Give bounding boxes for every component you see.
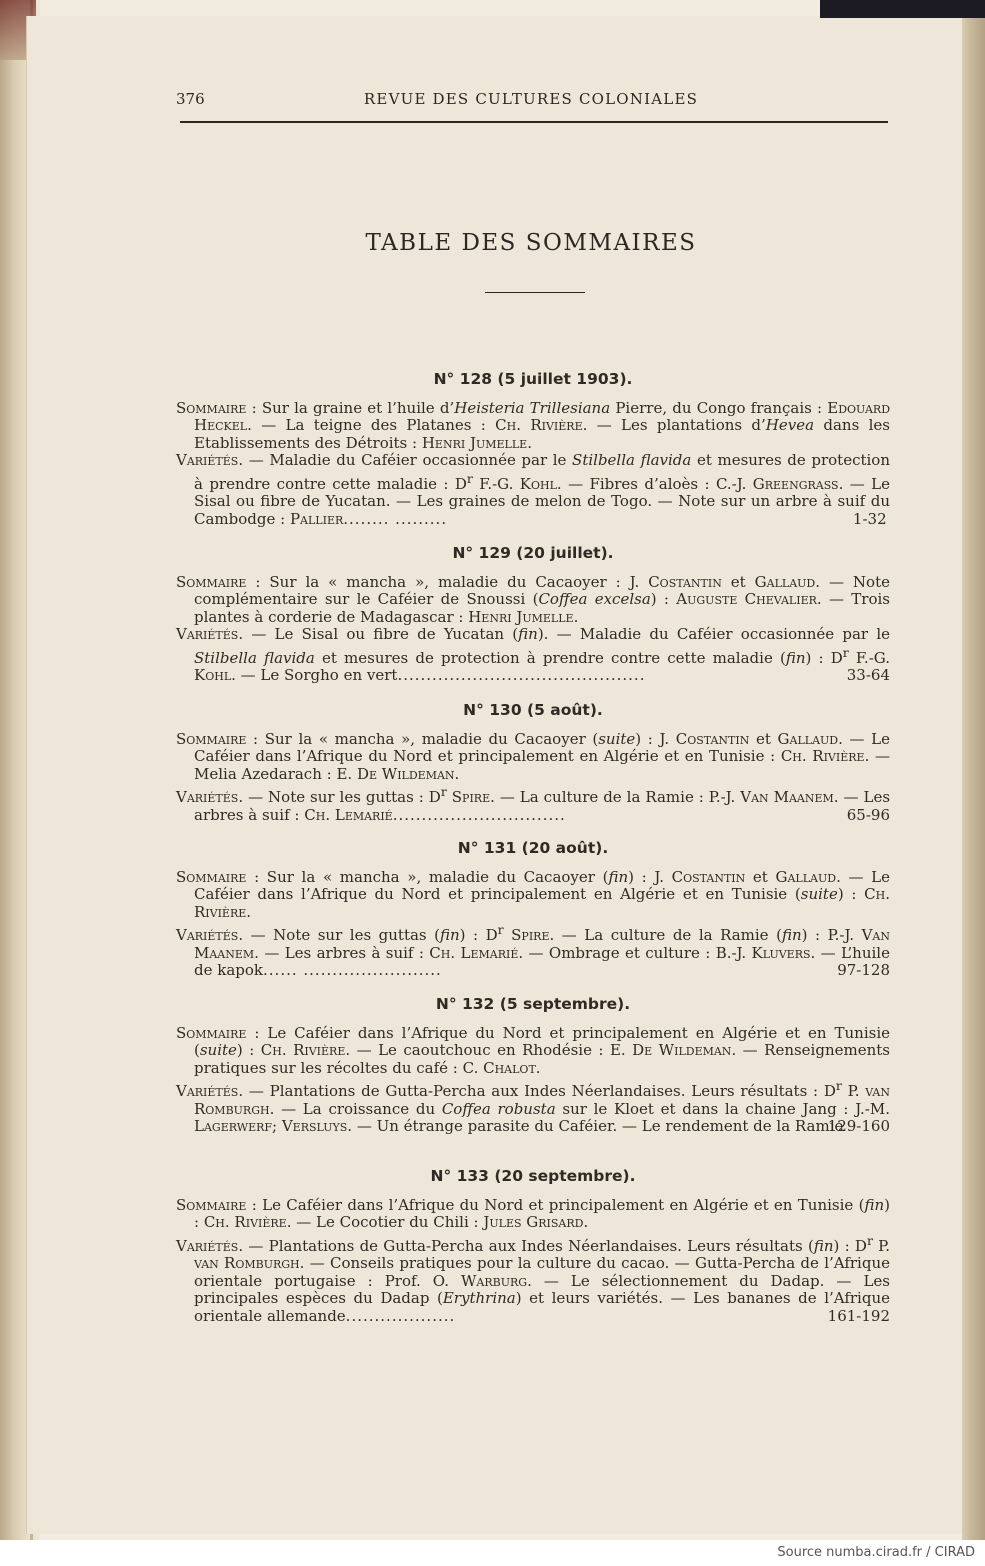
text-part: fin (785, 648, 806, 667)
author-name: Ch. Rivière (260, 1041, 346, 1059)
issue-heading: N° 130 (5 août). (463, 701, 603, 719)
text-part: . — Ombrage et culture : (518, 943, 716, 962)
varietes-entry: Variétés. — Plantations de Gutta-Percha aux Indes Néerlandaises. Leurs résultats (fin) : $D^r$ P. van Romburgh. — Conseils pratiques pour la culture du cacao. — Gutta-Percha de l’Afrique orientale portugaise : Prof. O. Warburg. — Le sélectionnement du Dadap. — Les principales espèces du Dadap (Erythrina) et leurs variétés. — Les bananes de l’Afrique orientale allemande................... 161-192 (176, 1232, 891, 1325)
page-number: 376 (176, 90, 205, 108)
text-part: . (527, 433, 532, 452)
text-part: . — Trois plantes à corderie de Madagascar : (194, 590, 890, 626)
text-part: fin (813, 1236, 834, 1255)
text-part: — Note sur les guttas : D (248, 788, 441, 806)
varietes-label: Variétés (176, 1082, 239, 1100)
author-name: B.-J. Kluvers (715, 943, 811, 962)
varietes-entry: Variétés. — Maladie du Caféier occasionnée par le Stilbella flavida et mesures de protection à prendre contre cette maladie : $D^r$ F.-G. Kohl. — Fibres d’aloès : C.-J. Greengrass. — Le Sisal ou fibre de Yucatan. — Les graines de melon de Togo. — Note sur un arbre à suif du Cambodge : Pallier........ ......... 1-32 (176, 451, 890, 528)
issue-heading: N° 133 (20 septembre). (430, 1167, 636, 1185)
text-part: . — Le sélectionnement du Dadap. — Les principales espèces du Dadap ( (194, 1271, 890, 1307)
author-name: Jules Grisard (483, 1213, 584, 1231)
text-part: . (573, 607, 579, 626)
author-name: Henri Jumelle (468, 607, 574, 626)
text-part: fin (440, 926, 460, 944)
sommaire-entry: Sommaire : Sur la « mancha », maladie du Cacaoyer (fin) : J. Costantin et Gallaud. — Le Caféier dans l’Afrique du Nord et principalement en Algérie et en Tunisie (suite) : Ch. Rivière. (176, 867, 891, 921)
sommaire-entry: Sommaire : Le Caféier dans l’Afrique du Nord et principalement en Algérie et en Tunisie (suite) : Ch. Rivière. — Le caoutchouc en Rhodésie : E. De Wildeman. — Renseignements pratiques sur les récoltes du café : C. Chalot. (176, 1023, 890, 1077)
author-name: Spire (503, 926, 550, 944)
text-part: Sur la graine et l’huile d’ (261, 398, 455, 417)
text-part: . (535, 1058, 541, 1077)
author-name: Ch. Rivière (495, 416, 583, 434)
text-part: dans les Etablissements des Détroits : (194, 416, 890, 452)
text-part: . — Le Caféier dans l’Afrique du Nord et principalement en Algérie et en Tunisie ( (194, 867, 890, 903)
text-part: Hevea (765, 416, 815, 434)
text-part: . (454, 764, 460, 783)
author-name: Ch. Rivière (194, 885, 891, 921)
text-part: suite (598, 729, 636, 748)
text-part: ) : (650, 590, 677, 608)
author-name: Gallaud (754, 572, 816, 591)
superscript: r (842, 644, 849, 660)
issue-128 (176, 371, 890, 528)
author-name: P. van Romburgh (194, 1082, 890, 1118)
author-name: Henri Jumelle (421, 433, 528, 452)
author-name: Versluys (281, 1117, 348, 1135)
varietes-entry: Variétés. — Note sur les guttas : $D^r$ Spire. — La culture de la Ramie : P.-J. Van Maanem. — Les arbres à suif : Ch. Lemarié.............................. 65-96 (176, 784, 891, 824)
issue-heading: N° 132 (5 septembre). (435, 995, 631, 1013)
dot-leader: ........ ......... (343, 509, 448, 528)
issue-heading: N° 129 (20 juillet). (452, 544, 614, 562)
text-part: . — Un étrange parasite du Caféier. — Le rendement de la Ramie (347, 1117, 844, 1135)
varietes-entry: Variétés. — Le Sisal ou fibre de Yucatan (fin). — Maladie du Caféier occasionnée par le Stilbella flavida et mesures de protection à prendre contre cette maladie (fin) : $D^r$ F.-G. Kohl. — Le Sorgho en vert........................................... 33-64 (176, 625, 890, 684)
page-range: 161-192 (827, 1306, 890, 1325)
varietes-label: Variétés (176, 1236, 239, 1255)
author-name: Edouard Heckel (194, 398, 891, 434)
text-part: . — Les arbres à suif : (194, 788, 891, 824)
superscript: r (466, 470, 473, 486)
text-part: ) et leurs variétés. — Les bananes de l’Afrique orientale allemande (194, 1289, 890, 1325)
page-header (176, 90, 886, 114)
text-part: fin (864, 1195, 885, 1214)
text-part: et (721, 572, 755, 591)
text-part: . (583, 1213, 589, 1231)
text-part: . — Conseils pratiques pour la culture du cacao. — Gutta-Percha de l’Afrique orientale portugaise : Prof. (194, 1254, 890, 1290)
text-part: . — Le Caféier dans l’Afrique du Nord et principalement en Algérie et en Tunisie : (194, 729, 890, 765)
sommaire-label: Sommaire (176, 1023, 247, 1042)
text-part: . — Le Sisal ou fibre de Yucatan. — Les graines de melon de Togo. — Note sur un arbre à suif du Cambodge : (194, 474, 890, 528)
text-part: — Plantations de Gutta-Percha aux Indes Néerlandaises. Leurs résultats ( (248, 1236, 814, 1255)
text-part: et mesures de protection à prendre contre cette maladie ( (314, 648, 786, 667)
dot-leader: .............................. (392, 805, 566, 824)
varietes-label: Variétés (176, 625, 239, 643)
sommaire-entry: Sommaire : Sur la graine et l’huile d’Heisteria Trillesiana Pierre, du Congo français : Edouard Heckel. — La teigne des Platanes : Ch. Rivière. — Les plantations d’Hevea dans les Etablissements des Détroits : Henri Jumelle. (176, 398, 891, 452)
text-part: Sur la « mancha », maladie du Cacaoyer ( (264, 729, 599, 748)
text-part: ) : (236, 1041, 261, 1059)
page-range: 33-64 (846, 666, 890, 684)
text-part: Le Caféier dans l’Afrique du Nord et principalement en Algérie et en Tunisie ( (262, 1195, 865, 1214)
text-part: . — La culture de la Ramie ( (549, 926, 782, 944)
text-part: Pierre, du Congo français : (610, 398, 828, 417)
sommaire-label: Sommaire (176, 572, 247, 591)
text-part: ) : D (459, 926, 498, 944)
author-name: Spire (446, 788, 491, 806)
text-part: . — Note complémentaire sur le Caféier de Snoussi ( (194, 572, 890, 608)
text-part: . — La culture de la Ramie : (490, 788, 709, 806)
text-part: — Maladie du Caféier occasionnée par le (248, 451, 573, 469)
issue-130 (176, 702, 890, 824)
text-part: . — Le caoutchouc en Rhodésie : (345, 1041, 610, 1059)
text-part: ). — Maladie du Caféier occasionnée par le (537, 625, 890, 643)
text-part: Erythrina (442, 1289, 516, 1307)
superscript: r (497, 922, 504, 937)
sommaire-entry: Sommaire : Sur la « mancha », maladie du Cacaoyer (suite) : J. Costantin et Gallaud. — Le Caféier dans l’Afrique du Nord et principalement en Algérie et en Tunisie : Ch. Rivière. — Melia Azedarach : E. De Wildeman. (176, 729, 890, 783)
text-part: sur le Kloet et dans la chaine Jang : (555, 1099, 856, 1118)
text-part: fin (518, 625, 538, 643)
text-part: . — L’huile de kapok (194, 943, 890, 979)
varietes-entry: Variétés. — Note sur les guttas (fin) : $D^r$ Spire. — La culture de la Ramie (fin) : P.-J. Van Maanem. — Les arbres à suif : Ch. Lemarié. — Ombrage et culture : B.-J. Kluvers. — L’huile de kapok...... ........................ 97-128 (176, 922, 890, 979)
page-range: 129-160 (827, 1117, 890, 1135)
text-part: ) : D (833, 1236, 867, 1255)
header-rule (180, 121, 888, 123)
dot-leader: ...... ........................ (263, 961, 442, 979)
dot-leader: ........................................... (397, 666, 646, 684)
text-part: Sur la « mancha », maladie du Cacaoyer : (269, 572, 630, 591)
sommaire-label: Sommaire (176, 867, 247, 886)
issue-heading: N° 128 (5 juillet 1903). (433, 370, 633, 388)
author-name: P.-J. Van Maanem (708, 788, 834, 806)
scan-dark-corner (820, 0, 985, 18)
sommaire-entry: Sommaire : Sur la « mancha », maladie du Cacaoyer : J. Costantin et Gallaud. — Note complémentaire sur le Caféier de Snoussi (Coffea excelsa) : Auguste Chevalier. — Trois plantes à corderie de Madagascar : Henri Jumelle. (176, 572, 890, 626)
title-rule (485, 292, 585, 293)
superscript: r (835, 1078, 842, 1093)
text-part: . — La croissance du (269, 1099, 442, 1118)
author-name: C. Chalot (462, 1058, 536, 1077)
superscript: r (440, 784, 447, 799)
text-part: . — Melia Azedarach : (194, 747, 890, 783)
author-name: P. van Romburgh (194, 1236, 891, 1272)
issue-133 (176, 1168, 890, 1325)
author-name: Ch. Rivière (780, 747, 865, 765)
text-part: — Note sur les guttas ( (250, 926, 440, 944)
author-name: Ch. Lemarié (429, 943, 519, 962)
text-part: et mesures de protection à prendre contre cette maladie : D (194, 451, 890, 493)
author-name: E. De Wildeman (609, 1041, 732, 1059)
text-part: ) : D (805, 648, 843, 667)
page-range: 1-32 (852, 509, 887, 528)
author-name: J. Costantin (654, 867, 746, 886)
varietes-label: Variétés (176, 451, 239, 469)
text-part: suite (199, 1041, 237, 1059)
author-name: J. Costantin (659, 729, 750, 748)
text-part: fin (781, 926, 802, 944)
text-part: Coffea robusta (441, 1099, 556, 1118)
text-part: . (246, 902, 252, 921)
sommaire-entry: Sommaire : Le Caféier dans l’Afrique du Nord et principalement en Algérie et en Tunisie (fin) : Ch. Rivière. — Le Cocotier du Chili : Jules Grisard. (176, 1195, 890, 1231)
page-title: TABLE DES SOMMAIRES (365, 230, 697, 256)
text-part: Heisteria Trillesiana (454, 398, 611, 417)
issue-heading: N° 131 (20 août). (457, 839, 609, 857)
text-part: ) : (801, 926, 828, 944)
text-part: Le Caféier dans l’Afrique du Nord et principalement en Algérie et en Tunisie ( (194, 1023, 890, 1059)
text-part: ) : (628, 867, 655, 886)
text-part: fin (608, 867, 629, 886)
page-range: 97-128 (837, 961, 890, 979)
source-credit: Source numba.cirad.fr / CIRAD (777, 1545, 975, 1560)
superscript: r (866, 1232, 873, 1248)
author-name: Pallier (289, 509, 344, 528)
sommaire-label: Sommaire (176, 729, 247, 748)
author-name: Ch. Rivière (203, 1213, 287, 1231)
text-part: . — La teigne des Platanes : (247, 416, 496, 434)
sommaire-label: Sommaire (176, 1195, 247, 1214)
text-part: ) : (837, 885, 865, 903)
issue-131 (176, 840, 890, 980)
text-part: . — Les plantations d’ (582, 416, 766, 434)
text-part: Coffea excelsa (538, 590, 651, 608)
text-part: ) : (194, 1195, 890, 1231)
author-name: O. Warburg (432, 1271, 528, 1290)
page-range: 65-96 (846, 805, 890, 824)
text-part: . — Fibres d’aloès : (556, 474, 716, 493)
text-part: Sur la « mancha », maladie du Cacaoyer ( (266, 867, 609, 886)
author-name: F.-G. Kohl (194, 648, 890, 684)
text-part: . — Le Sorgho en vert (231, 666, 398, 684)
running-title: REVUE DES CULTURES COLONIALES (363, 90, 699, 108)
author-name: J.-M. Lagerwerf (194, 1099, 890, 1135)
author-name: C.-J. Greengrass (715, 474, 839, 493)
author-name: Ch. Lemarié (304, 805, 393, 824)
author-name: Gallaud (775, 867, 837, 886)
text-part: . — Les arbres à suif : (254, 943, 430, 962)
author-name: E. De Wildeman (336, 764, 455, 783)
text-part: Stilbella flavida (194, 648, 315, 667)
author-name: J. Costantin (629, 572, 722, 591)
text-part: — Plantations de Gutta-Percha aux Indes Néerlandaises. Leurs résultats : D (248, 1082, 836, 1100)
text-part: ; (272, 1117, 282, 1135)
issue-132 (176, 996, 890, 1136)
text-part: Stilbella flavida (572, 451, 692, 469)
author-name: F.-G. Kohl (472, 474, 557, 493)
varietes-label: Variétés (176, 788, 239, 806)
author-name: Auguste Chevalier (676, 590, 817, 608)
author-name: P.-J. Van Maanem (194, 926, 890, 962)
varietes-label: Variétés (176, 926, 239, 944)
book-right-edge (962, 0, 985, 1540)
text-part: suite (800, 885, 838, 903)
author-name: Gallaud (777, 729, 839, 748)
text-part: . — Renseignements pratiques sur les récoltes du café : (194, 1041, 890, 1077)
text-part: . — Le Cocotier du Chili : (286, 1213, 484, 1231)
issue-129 (176, 545, 890, 685)
varietes-entry: Variétés. — Plantations de Gutta-Percha aux Indes Néerlandaises. Leurs résultats : $D^r$ P. van Romburgh. — La croissance du Coffea robusta sur le Kloet et dans la chaine Jang : J.-M. Lagerwerf; Versluys. — Un étrange parasite du Caféier. — Le rendement de la Ramie 129-160 (176, 1078, 890, 1135)
text-part: et (745, 867, 776, 886)
text-part: — Le Sisal ou fibre de Yucatan ( (251, 625, 519, 643)
dot-leader: ................... (345, 1306, 456, 1325)
sommaire-label: Sommaire (176, 398, 247, 417)
text-part: ) : (635, 729, 660, 748)
text-part: et (749, 729, 778, 748)
